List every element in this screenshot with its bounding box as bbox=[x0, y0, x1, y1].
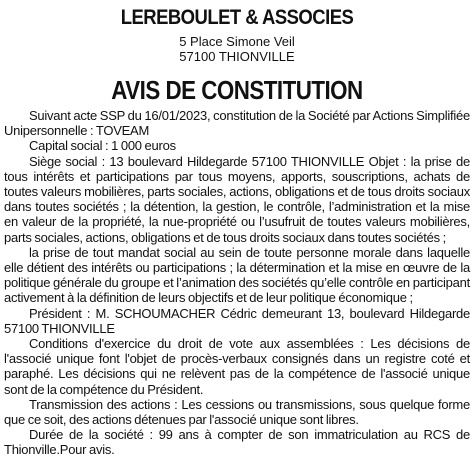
address-line-street: 5 Place Simone Veil bbox=[179, 34, 295, 49]
firm-address bbox=[4, 34, 470, 64]
paragraph-incorporation: Suivant acte SSP du 16/01/2023, constitution de la Société par Actions Simplifiée Unipersonnelle : TOVEAM bbox=[4, 108, 470, 139]
paragraph-voting-rights: Conditions d'exercice du droit de vote aux assemblées : Les décisions de l'associé unique font l'objet de procès-verbaux consignés dans un registre coté et paraphé. Les décisions qui ne relèvent pas de la compétence de l'associé unique sont de la compétence du Président. bbox=[4, 336, 470, 397]
notice-body bbox=[4, 108, 470, 458]
paragraph-president: Président : M. SCHOUMACHER Cédric demeurant 13, boulevard Hildegarde 57100 THIONVILLE bbox=[4, 305, 470, 336]
paragraph-share-transfer: Transmission des actions : Les cessions ou transmissions, sous quelque forme que ce soit, des actions détenues par l'associé unique sont libres. bbox=[4, 396, 470, 428]
paragraph-duration: Durée de la société : 99 ans à compter de son immatriculation au RCS de Thionville.Pour avis. bbox=[4, 427, 470, 458]
legal-notice bbox=[4, 0, 470, 458]
paragraph-capital: Capital social : 1 000 euros bbox=[29, 138, 176, 154]
paragraph-corporate-purpose: la prise de tout mandat social au sein de toute personne morale dans laquelle elle détient des intérêts ou participations ; la détermination et la mise en œuvre de la politique générale du groupe et l’animation des sociétés qu’elle contrôle en participant activement à la définition de leurs objectifs et de leur politique économique ; bbox=[4, 244, 470, 306]
address-line-city: 57100 THIONVILLE bbox=[179, 49, 295, 64]
notice-title: AVIS DE CONSTITUTION bbox=[111, 75, 363, 105]
firm-name: LEREBOULET & ASSOCIES bbox=[120, 6, 354, 29]
paragraph-registered-office: Siège social : 13 boulevard Hildegarde 57100 THIONVILLE Objet : la prise de tous intérêts et participations par tous moyens, apports, souscriptions, achats de toutes valeurs mobilières, parts sociales, actions, obligations et de tous droits sociaux dans toutes sociétés ; la détention, la gestion, le contrôle, l’administration et la mise en valeur de la propriété, la nue-propriété ou l’usufruit de toutes valeurs mobilières, parts sociales, actions, obligations et de tous droits sociaux dans toutes sociétés ; bbox=[4, 153, 470, 245]
